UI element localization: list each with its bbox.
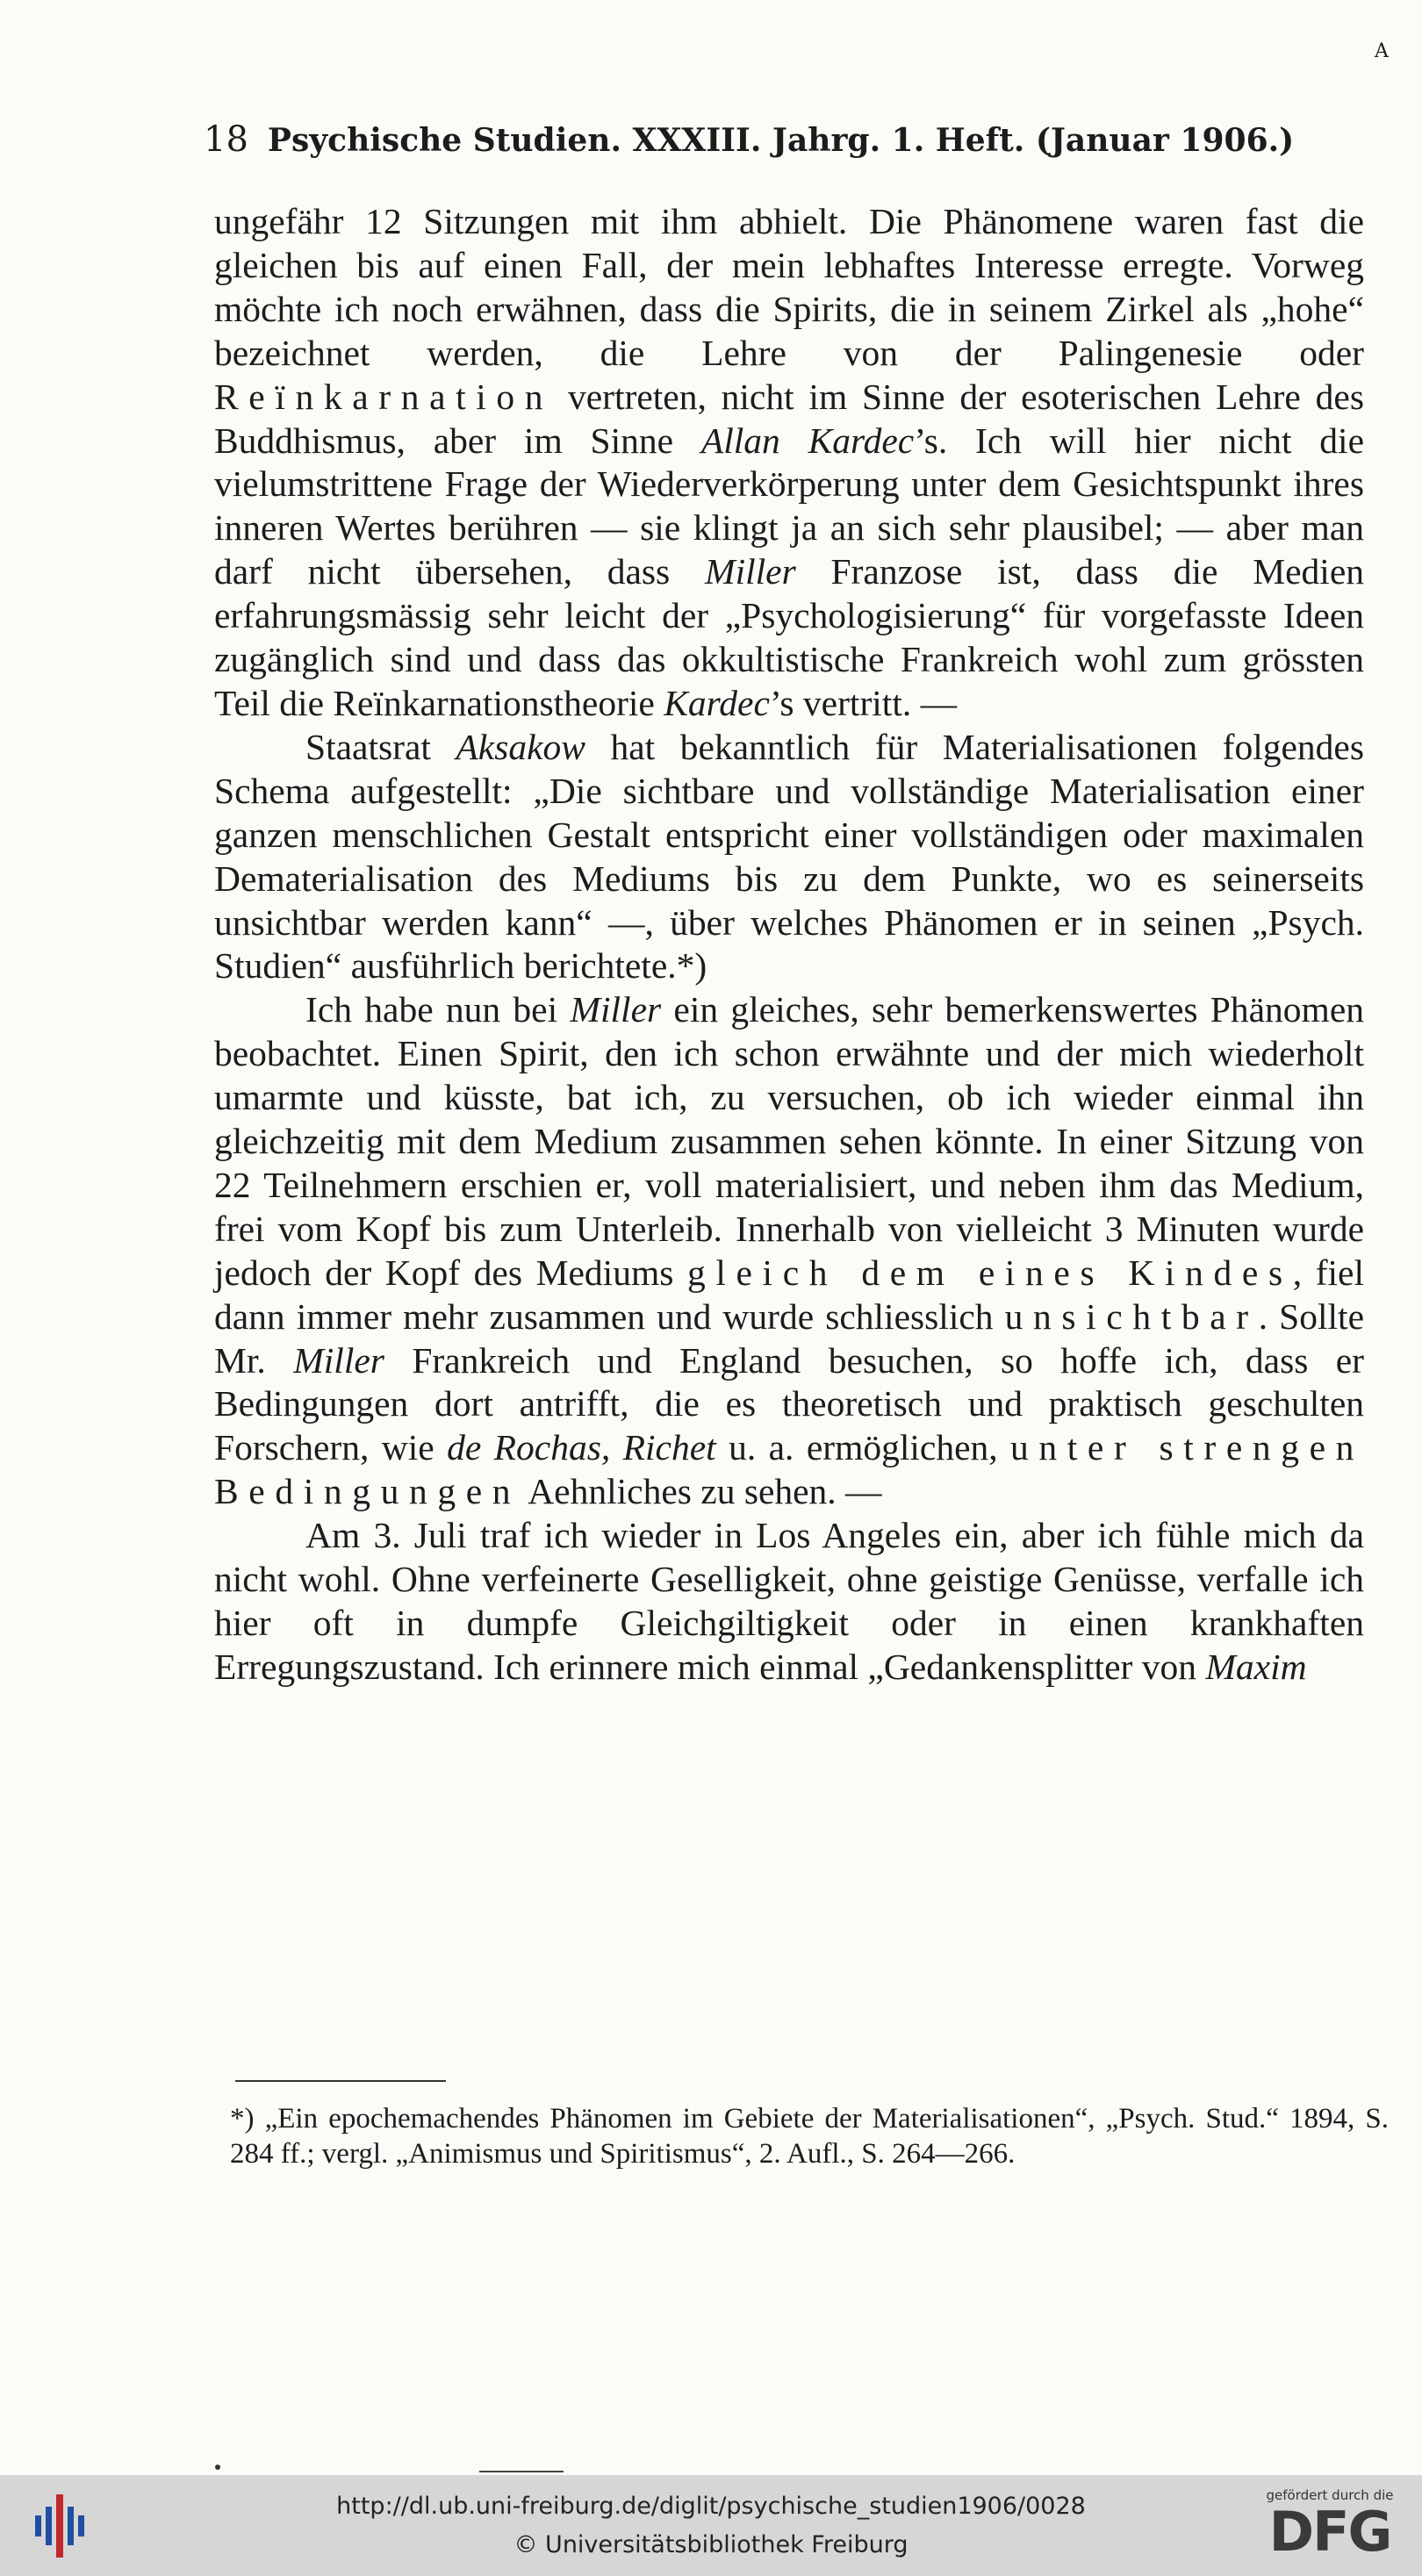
text-run: ungefähr 12 Sitzungen mit ihm abhielt. Die Phänomene waren fast die gleichen bis auf einen Fall, der mein lebhaftes Interesse erregte. Vorweg möchte ich noch erwähnen, dass die Spirits, die in seinem Zirkel als „hohe“ bezeichnet werden, die Lehre von der Palingenesie oder (214, 201, 1364, 373)
italic-name: de Rochas, Richet (447, 1427, 716, 1468)
text-run: vertreten, nicht im Sinne der esoterischen Lehre des Buddhismus, aber im Sinne (214, 376, 1364, 461)
bottom-rule (479, 2471, 564, 2472)
italic-name: Miller (570, 989, 662, 1030)
spaced-text: Reïnkarnation (214, 376, 554, 417)
paragraph-1 (214, 200, 1364, 726)
text-run: Ich habe nun bei (305, 989, 571, 1030)
copyright-notice: © Universitätsbibliothek Freiburg (514, 2531, 908, 2558)
page-speck (215, 2465, 220, 2470)
body-text (214, 200, 1364, 1690)
spaced-text: gleich dem eines Kindes (686, 1252, 1293, 1293)
dfg-logo-text: DFG (1268, 2500, 1391, 2564)
text-run: Aehnliches zu sehen. — (521, 1471, 882, 1512)
italic-name: Maxim (1205, 1646, 1307, 1687)
dfg-logo[interactable] (1255, 2487, 1404, 2566)
text-run: ’s. Ich will hier nicht die vielumstrittene Frage der Wiederverkörperung unter dem Gesichtspunkt ihres inneren Wertes berühren — sie klingt ja an sich sehr plausibel; — aber man darf nicht übersehen, dass (214, 420, 1364, 592)
paragraph-3 (214, 988, 1364, 1514)
text-run: u. a. ermöglichen, (715, 1427, 1011, 1468)
text-run: . Sollte Mr. (214, 1295, 1365, 1381)
spaced-text: unter strengen Bedingungen (214, 1427, 1365, 1512)
italic-name: Miller (705, 551, 796, 592)
text-run: , fiel dann immer mehr zusammen und wurde schliesslich (214, 1252, 1365, 1337)
corner-mark: A (1375, 40, 1389, 62)
italic-name: Miller (293, 1339, 384, 1381)
text-run: ein gleiches, sehr bemerkenswertes Phänomen beobachtet. Einen Spirit, den ich schon erwähnte und der mich wiederholt umarmte und küsste, bat ich, zu versuchen, ob ich wieder einmal ihn gleichzeitig mit dem Medium zusammen sehen könnte. In einer Sitzung von 22 Teilnehmern erschien er, voll materialisiert, und neben ihm das Medium, frei vom Kopf bis zum Unterleib. Innerhalb von vielleicht 3 Minuten wurde jedoch der Kopf des Mediums (214, 989, 1364, 1293)
spaced-text: unsichtbar (1004, 1295, 1259, 1337)
journal-title: Psychische Studien. XXXIII. Jahrg. 1. Heft. (Januar 1906.) (267, 122, 1295, 159)
paragraph-4 (214, 1514, 1364, 1690)
italic-name: Kardec (664, 682, 770, 723)
text-run: Am 3. Juli traf ich wieder in Los Angeles ein, aber ich fühle mich da nicht wohl. Ohne verfeinerte Geselligkeit, ohne geistige Genüsse, verfalle ich hier oft in dumpfe Gleichgiltigkeit oder in einen krankhaften Erregungszustand. Ich erinnere mich einmal „Gedankensplitter von (214, 1515, 1364, 1687)
italic-name: Allan Kardec (700, 420, 915, 461)
footnote: *) „Ein epochemachendes Phänomen im Gebiete der Materialisationen“, „Psych. Stud.“ 1894, S. 284 ff.; vergl. „Animismus und Spiritismus“, 2. Aufl., S. 264—266. (230, 2103, 1389, 2170)
page-number: 18 (204, 119, 248, 160)
text-run: Frankreich und England besuchen, so hoffe ich, dass er Bedingungen dort antrifft, die es theoretisch und praktisch geschulten Forschern, wie (214, 1339, 1364, 1468)
dfg-funded-by-label: gefördert durch die (1266, 2487, 1394, 2503)
text-run: Franzose ist, dass die Medien erfahrungsmässig sehr leicht der „Psychologisierung“ für vorgefasste Ideen zugänglich sind und dass das okkultistische Frankreich wohl zum grössten Teil die Reïnkarnationstheorie (214, 551, 1364, 723)
text-run: ’s vertritt. — (769, 682, 958, 723)
permalink-url[interactable]: http://dl.ub.uni-freiburg.de/diglit/psychische_studien1906/0028 (336, 2493, 1086, 2520)
running-head (204, 119, 1327, 160)
paragraph-2 (214, 726, 1364, 988)
italic-name: Aksakow (456, 726, 585, 767)
viewer-footer (0, 2475, 1422, 2576)
text-run: hat bekanntlich für Materialisationen folgendes Schema aufgestellt: „Die sichtbare und vollständige Materialisation einer ganzen menschlichen Gestalt entspricht einer vollständigen oder maximalen Dematerialisation des Mediums bis zu dem Punkte, wo es seinerseits unsichtbar werden kann“ —, über welches Phänomen er in seinen „Psych. Studien“ ausführlich berichtete.*) (214, 726, 1364, 987)
text-run: Staatsrat (305, 726, 456, 767)
footnote-rule (235, 2080, 446, 2082)
